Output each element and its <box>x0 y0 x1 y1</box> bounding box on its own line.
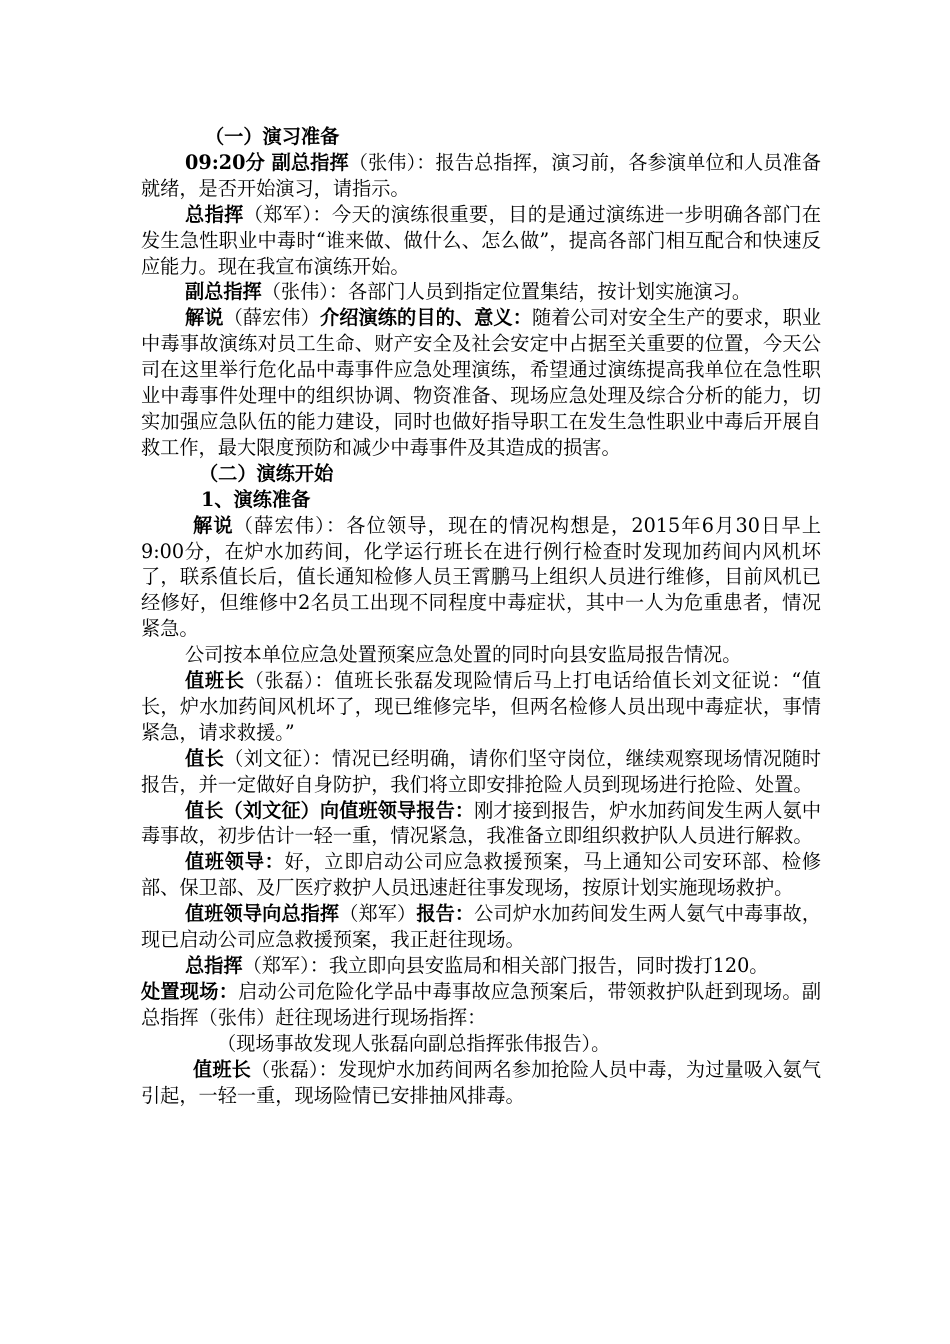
paragraph-text: 刚才接到报告，炉水加药间发生两人氨中毒事故，初步估计一轻一重，情况紧急，我准备立即组织救护队人员进行解救。 <box>141 798 822 848</box>
speaker-label: 副总指挥 <box>185 280 262 304</box>
section-heading-1: （一）演习准备 <box>205 125 340 148</box>
paragraph-text: 启动公司危险化学品中毒事故应急预案后，带领救护队赶到现场。副总指挥（张伟）赶往现场进行现场指挥： <box>141 979 822 1029</box>
speaker-label: 总指挥 <box>185 202 244 226</box>
paragraph-text: （张磊）：值班长张磊发现险情后马上打电话给值长刘文征说：“值长，炉水加药间风机坏了，现已维修完毕，但两名检修人员出现中毒症状，事情紧急，请求救援。” <box>141 669 821 744</box>
speaker-label: 值班长 <box>193 1057 251 1081</box>
paragraph-narration-purpose <box>141 305 821 460</box>
paragraph-stage-note <box>141 1031 821 1057</box>
paragraph-text: 公司炉水加药间发生两人氨气中毒事故，现已启动公司应急救援预案，我正赶往现场。 <box>141 902 822 952</box>
paragraph-text: （刘文征）：情况已经明确，请你们坚守岗位，继续观察现场情况随时报告，并一定做好自身防护，我们将立即安排抢险人员到现场进行抢险、处置。 <box>141 746 821 796</box>
speaker-name: （薛宏伟） <box>223 306 320 330</box>
paragraph-site-handling <box>141 979 821 1031</box>
paragraph-company-report <box>141 642 821 668</box>
paragraph-chief-report <box>141 953 821 979</box>
paragraph-text: （张伟）：各部门人员到指定位置集结，按计划实施演习。 <box>261 280 752 304</box>
paragraph-duty-leader <box>141 849 821 901</box>
paragraph-text: （郑军）：我立即向县安监局和相关部门报告，同时拨打120。 <box>242 954 769 977</box>
paragraph-shift-leader-site <box>141 1057 821 1109</box>
paragraph-deputy-order <box>141 279 821 305</box>
speaker-name: （郑军） <box>339 902 417 926</box>
speaker-label: 值长（刘文征）向值班领导报告： <box>185 798 475 822</box>
paragraph-deputy-report <box>141 150 821 202</box>
paragraph-text: （现场事故发现人张磊向副总指挥张伟报告）。 <box>217 1031 611 1055</box>
paragraph-duty-chief-reply <box>141 746 821 798</box>
speaker-label: 处置现场： <box>141 979 239 1003</box>
topic-label: 报告： <box>416 902 475 926</box>
paragraph-shift-leader-call <box>141 668 821 746</box>
paragraph-duty-chief-report <box>141 798 821 850</box>
speaker-label: 总指挥 <box>185 954 243 977</box>
paragraph-narration-scenario <box>141 513 821 643</box>
speaker-label: 值班领导： <box>185 850 285 874</box>
section-heading-2: （二）演练开始 <box>199 461 334 485</box>
paragraph-text: 公司按本单位应急处置预案应急处置的同时向县安监局报告情况。 <box>185 643 742 667</box>
document-body <box>141 124 821 1108</box>
paragraph-text: （薛宏伟）：各位领导，现在的情况构想是，2015年6月30日早上9:00分，在炉水加药间，化学运行班长在进行例行检查时发现加药间内风机坏了，联系值长后，值长通知检修人员王霄鹏马上组织人员进行维修，目前风机已经修好，但维修中2名员工出现不同程度中毒症状，其中一人为危重患者，情况紧急。 <box>141 513 822 641</box>
speaker-label: 解说 <box>185 306 224 330</box>
paragraph-duty-leader-report <box>141 901 821 953</box>
paragraph-text: （张磊）：发现炉水加药间两名参加抢险人员中毒，为过量吸入氨气引起，一轻一重，现场险情已安排抽风排毒。 <box>141 1057 822 1107</box>
speaker-label: 09:20分 副总指挥 <box>185 150 349 174</box>
speaker-label: 值班领导向总指挥 <box>185 902 340 926</box>
paragraph-text: （张伟）：报告总指挥，演习前，各参演单位和人员准备就绪，是否开始演习，请指示。 <box>141 150 821 200</box>
paragraph-chief-announce <box>141 202 821 280</box>
topic-label: 介绍演练的目的、意义： <box>319 306 532 330</box>
paragraph-text: 随着公司对安全生产的要求，职业中毒事故演练对员工生命、财产安全及社会安定中占据至关重要的位置，今天公司在这里举行危化品中毒事件应急处理演练，希望通过演练提高我单位在急性职业中毒事件处理中的组织协调、物资准备、现场应急处理及综合分析的能力，切实加强应急队伍的能力建设，同时也做好指导职工在发生急性职业中毒后开展自救工作，最大限度预防和减少中毒事件及其造成的损害。 <box>141 306 822 459</box>
speaker-label: 值班长 <box>185 669 245 693</box>
subsection-heading: 1、演练准备 <box>201 487 311 511</box>
paragraph-text: （郑军）：今天的演练很重要，目的是通过演练进一步明确各部门在发生急性职业中毒时“谁来做、做什么、怎么做”，提高各部门相互配合和快速反应能力。现在我宣布演练开始。 <box>141 202 822 278</box>
paragraph-text: 好，立即启动公司应急救援预案，马上通知公司安环部、检修部、保卫部、及厂医疗救护人员迅速赶往事发现场，按原计划实施现场救护。 <box>141 850 822 900</box>
speaker-label: 值长 <box>185 746 225 770</box>
speaker-label: 解说 <box>193 513 234 537</box>
